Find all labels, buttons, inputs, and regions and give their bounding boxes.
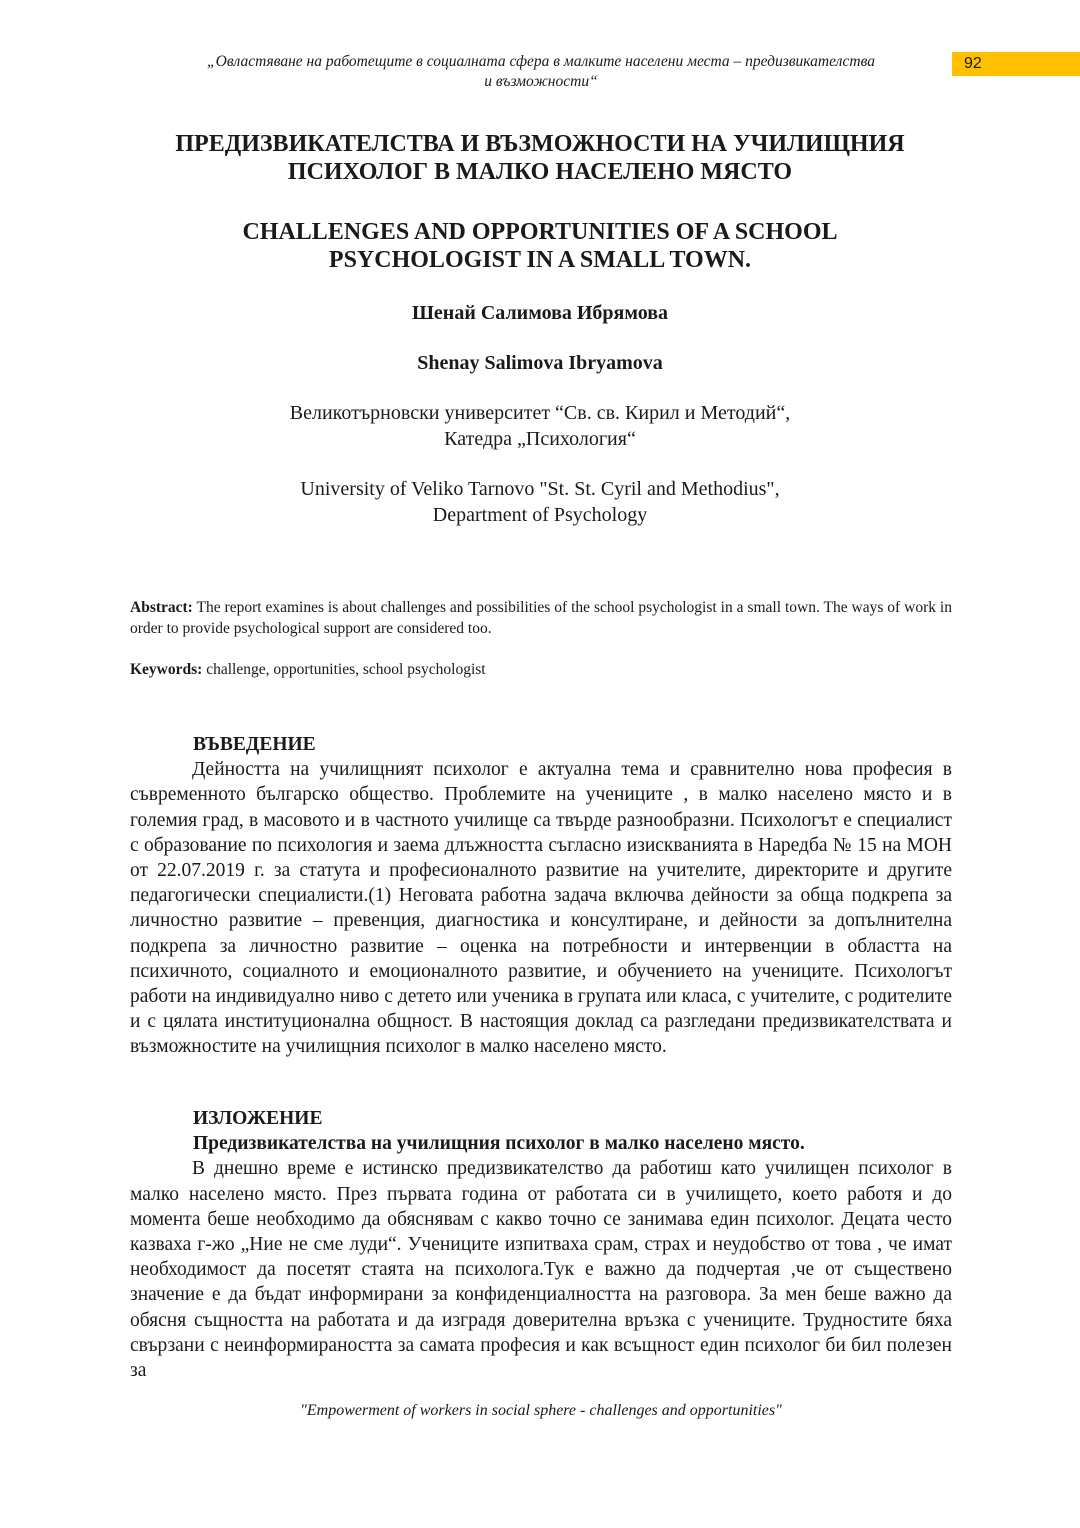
abstract	[130, 597, 952, 639]
exposition-section	[130, 1106, 952, 1383]
running-header-line1: „Овластяване на работещите в социалната сфера в малките населени места – предизвикателства	[207, 53, 875, 70]
exposition-subheading: Предизвикателства на училищния психолог в малко населено място.	[193, 1133, 805, 1155]
introduction-heading: ВЪВЕДЕНИЕ	[193, 734, 316, 755]
title-en-line1: CHALLENGES AND OPPORTUNITIES OF A SCHOOL	[242, 219, 838, 245]
running-header	[130, 52, 952, 92]
page-number-badge: 92	[952, 52, 1080, 76]
abstract-text: The report examines is about challenges and possibilities of the school psychologist in a small town. The ways of work in order to provide psychological support are considered too.	[130, 599, 952, 637]
running-header-line2: и възможности“	[484, 73, 598, 90]
affiliation-en-line2: Department of Psychology	[432, 504, 648, 526]
running-footer: "Empowerment of workers in social sphere - challenges and opportunities"	[300, 1402, 782, 1419]
title-bg-line2: ПСИХОЛОГ В МАЛКО НАСЕЛЕНО МЯСТО	[287, 159, 793, 185]
affiliation-english	[130, 476, 950, 528]
title-bulgarian	[130, 130, 950, 186]
abstract-label: Abstract:	[130, 599, 193, 616]
keywords	[130, 659, 952, 680]
author-english: Shenay Salimova Ibryamova	[417, 352, 663, 374]
introduction-section	[130, 732, 952, 1060]
exposition-heading: ИЗЛОЖЕНИЕ	[193, 1108, 323, 1129]
affiliation-bulgarian	[130, 400, 950, 452]
title-bg-line1: ПРЕДИЗВИКАТЕЛСТВА И ВЪЗМОЖНОСТИ НА УЧИЛИЩНИЯ	[175, 131, 905, 157]
keywords-label: Keywords:	[130, 661, 203, 678]
author-bulgarian: Шенай Салимова Ибрямова	[411, 302, 669, 324]
affiliation-bg-line1: Великотърновски университет “Св. св. Кирил и Методий“,	[289, 402, 791, 424]
affiliation-en-line1: University of Veliko Tarnovo "St. St. Cyril and Methodius",	[300, 478, 780, 500]
exposition-paragraph: В днешно време е истинско предизвикателство да работиш като училищен психолог в малко населено място. През първата година от работата си в училището, което работя и до момента беше необходимо да обяснявам с какво точно се занимава един психолог. Децата често казваха г-жо „Ние не сме луди“. Учениците изпитваха срам, страх и неудобство от това , че имат необходимост да посетят стаята на психолога.Тук е важно да подчертая ,че от съществено значение е да бъдат информирани за конфиденциалността на разговора. За мен беше важно да обясня същността на работата и да изградя доверителна връзка с учениците. Трудностите бяха свързани с неинформираността за самата професия и как всъщност един психолог би бил полезен за	[130, 1158, 952, 1382]
title-en-line2: PSYCHOLOGIST IN A SMALL TOWN.	[328, 247, 752, 273]
affiliation-bg-line2: Катедра „Психология“	[444, 428, 636, 450]
title-english	[130, 218, 950, 274]
keywords-text: challenge, opportunities, school psychologist	[206, 661, 486, 678]
introduction-paragraph: Дейността на училищният психолог е актуална тема и сравнително нова професия в съвременното българско общество. Проблемите на учениците , в малко населено място и в големия град, в масовото и в частното училище са твърде разнообразни. Психологът е специалист с образование по психология и заема длъжността съгласно изискванията в Наредба № 15 на МОН от 22.07.2019 г. за статута и професионалното развитие на учителите, директорите и другите педагогически специалисти.(1) Неговата работна задача включва дейности за обща подкрепа за личностно развитие – превенция, диагностика и консултиране, и дейности за допълнителна подкрепа за личностно развитие – оценка на потребности и интервенции в областта на психичното, социалното и емоционалното развитие, и обучението на учениците. Психологът работи на индивидуално ниво с детето или ученика в групата или класа, с учителите, с родителите и с цялата институционална общност. В настоящия доклад са разгледани предизвикателствата и възможностите на училищния психолог в малко населено място.	[130, 759, 952, 1058]
